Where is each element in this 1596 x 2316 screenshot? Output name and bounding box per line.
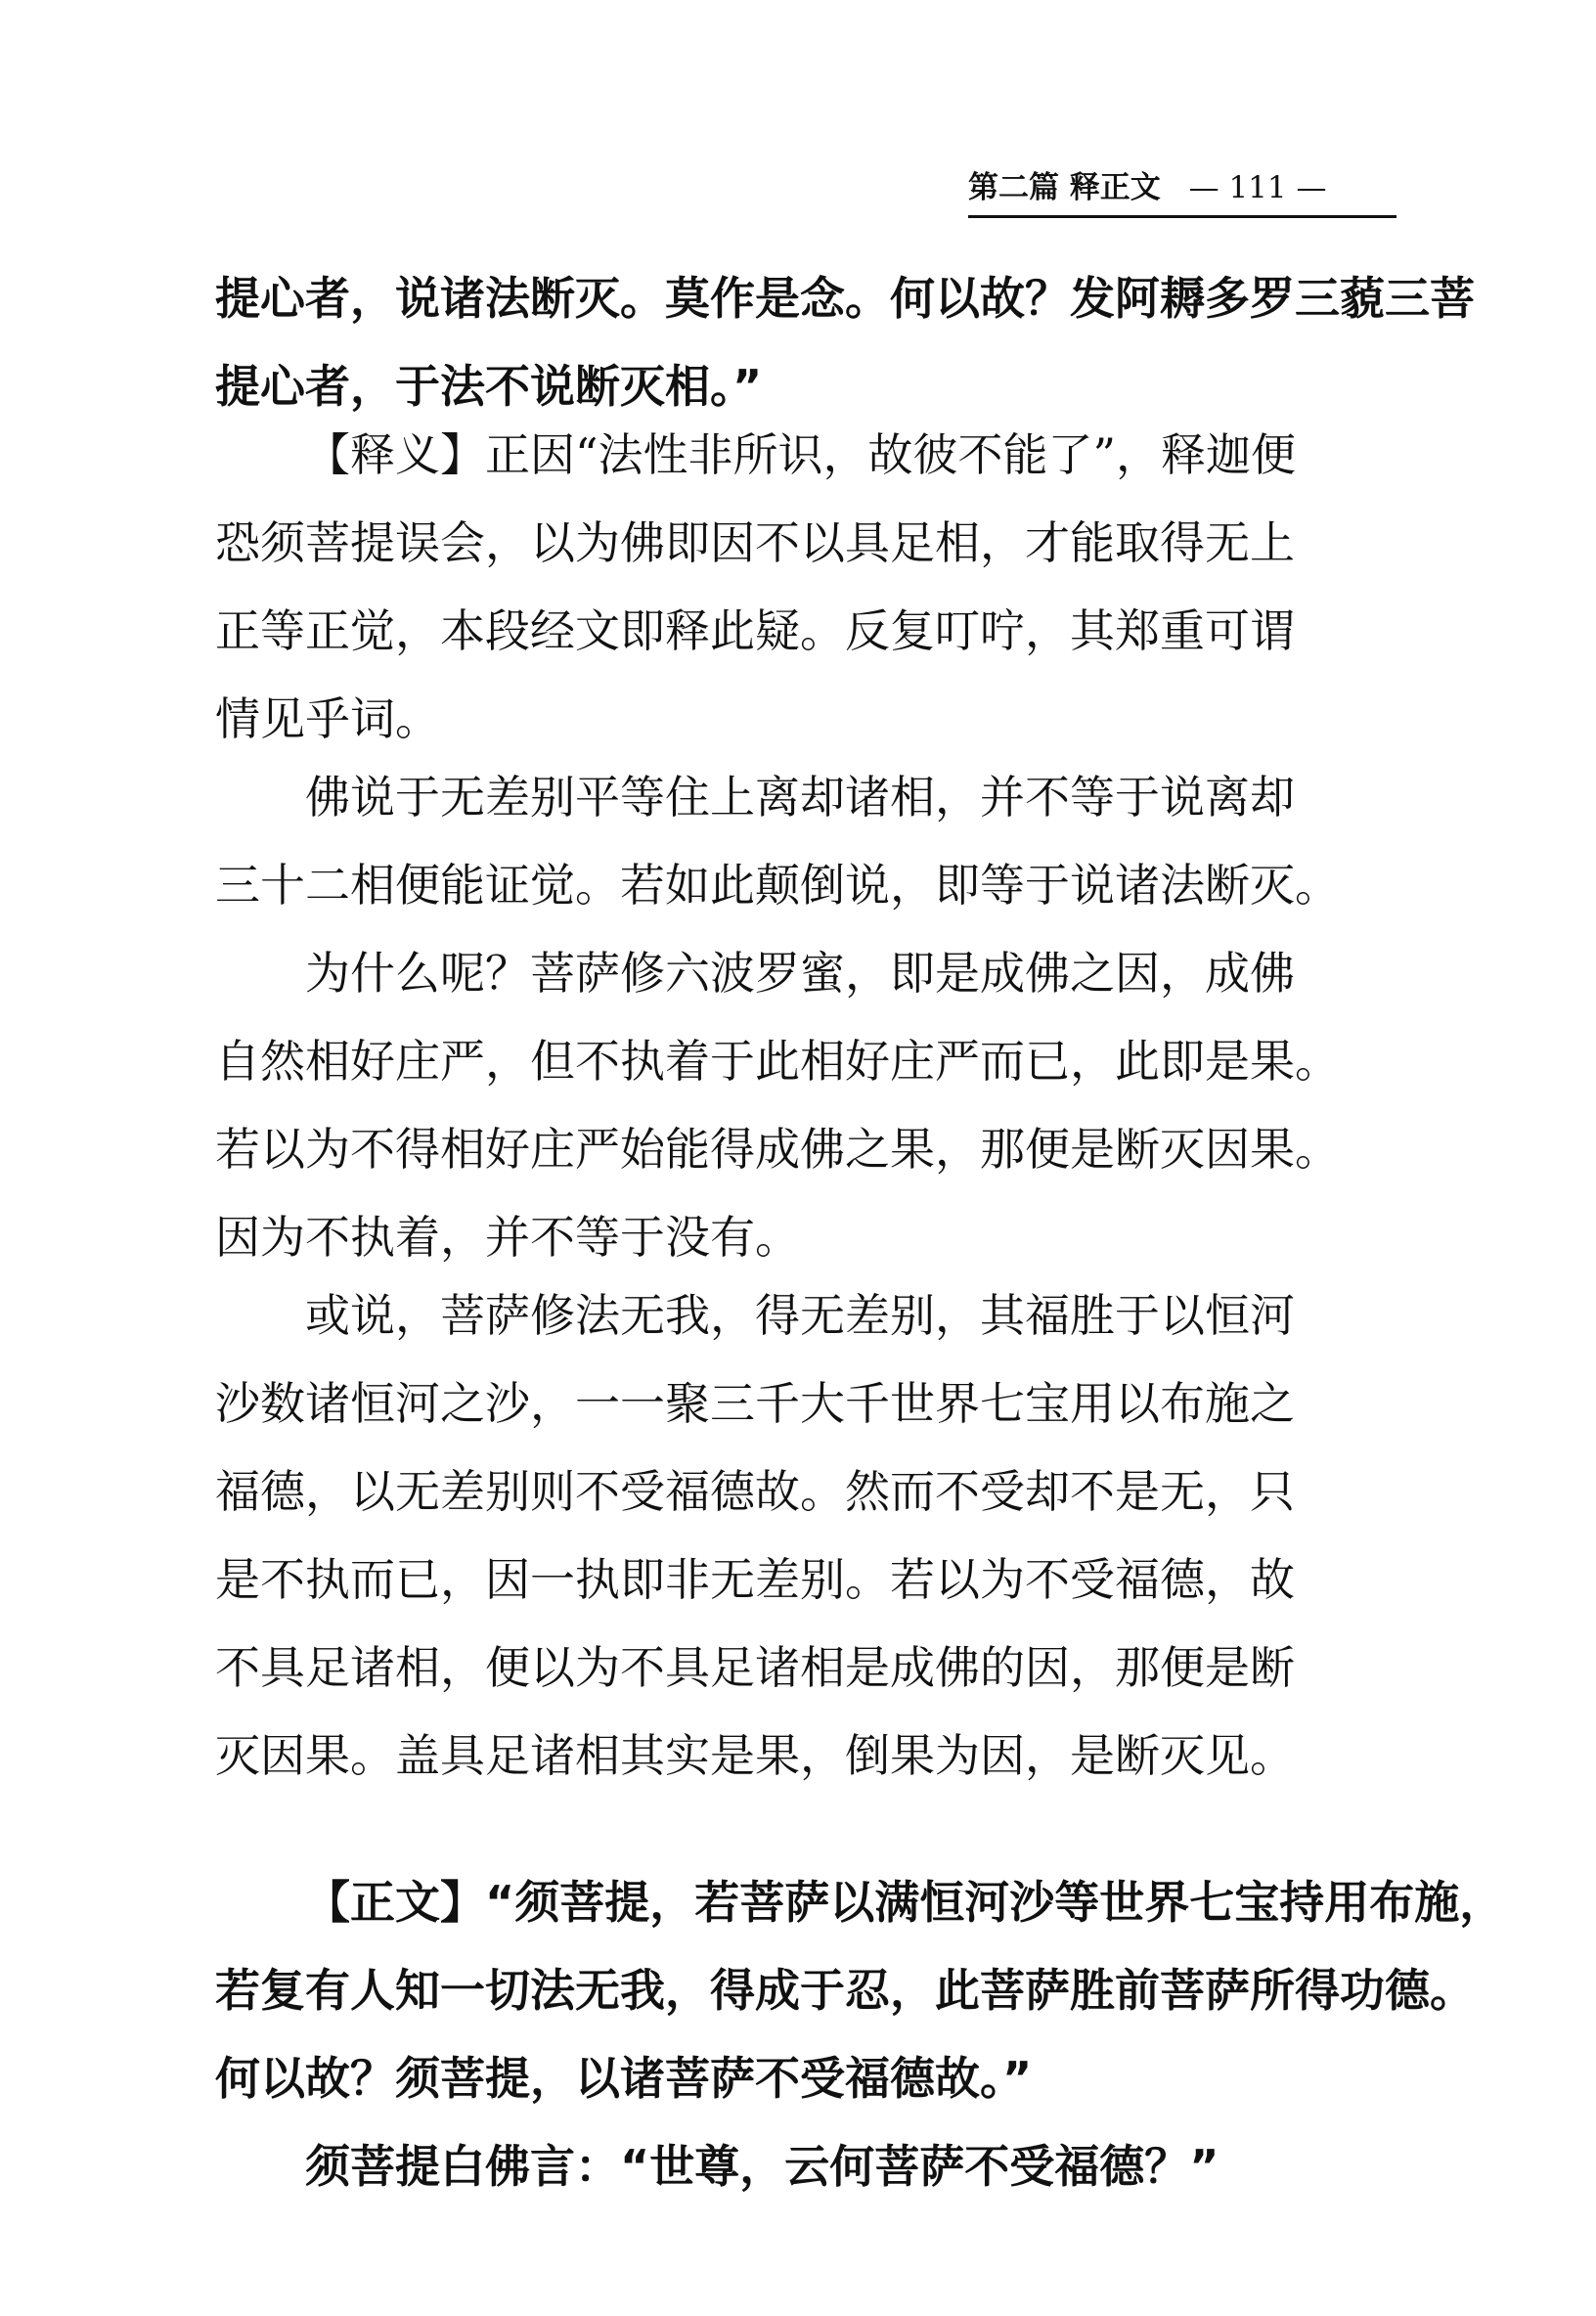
text-line: 沙数诸恒河之沙，一一聚三千大千世界七宝用以布施之: [215, 1377, 1295, 1430]
text-line: 何以故？须菩提，以诸菩萨不受福德故。”: [215, 2052, 1033, 2105]
chapter-title: 第二篇 释正文: [968, 170, 1161, 205]
text-line: 若以为不得相好庄严始能得成佛之果，那便是断灭因果。: [215, 1123, 1340, 1176]
text-line: 灭因果。盖具足诸相其实是果，倒果为因，是断灭见。: [215, 1729, 1295, 1782]
text-line: 【正文】“须菩提，若菩萨以满恒河沙等世界七宝持用布施，: [305, 1876, 1505, 1929]
text-line: 因为不执着，并不等于没有。: [215, 1211, 800, 1264]
text-line: 福德，以无差别则不受福德故。然而不受却不是无，只: [215, 1465, 1295, 1518]
running-header: [968, 166, 1396, 218]
text-line: 恐须菩提误会，以为佛即因不以具足相，才能取得无上: [215, 516, 1295, 569]
text-line: 【释义】正因“法性非所识，故彼不能了”，释迦便: [305, 428, 1297, 481]
text-line: 若复有人知一切法无我，得成于忍，此菩萨胜前菩萨所得功德。: [215, 1964, 1475, 2017]
text-line: 是不执而已，因一执即非无差别。若以为不受福德，故: [215, 1553, 1295, 1606]
text-line: 自然相好庄严，但不执着于此相好庄严而已，此即是果。: [215, 1035, 1340, 1088]
text-line: 佛说于无差别平等住上离却诸相，并不等于说离却: [305, 771, 1295, 824]
text-line: 不具足诸相，便以为不具足诸相是成佛的因，那便是断: [215, 1641, 1295, 1694]
text-line: 情见乎词。: [215, 692, 440, 745]
text-line: 为什么呢？菩萨修六波罗蜜，即是成佛之因，成佛: [305, 947, 1295, 1000]
text-line: 或说，菩萨修法无我，得无差别，其福胜于以恒河: [305, 1289, 1295, 1342]
text-line: 三十二相便能证觉。若如此颠倒说，即等于说诸法断灭。: [215, 859, 1340, 912]
text-line: 须菩提白佛言：“世尊，云何菩萨不受福德？”: [305, 2140, 1219, 2193]
text-line: 提心者，说诸法断灭。莫作是念。何以故？发阿耨多罗三藐三菩: [215, 272, 1475, 325]
text-line: 正等正觉，本段经文即释此疑。反复叮咛，其郑重可谓: [215, 604, 1295, 657]
page-number: — 111 —: [1188, 170, 1327, 205]
text-line: 提心者，于法不说断灭相。”: [215, 360, 763, 413]
